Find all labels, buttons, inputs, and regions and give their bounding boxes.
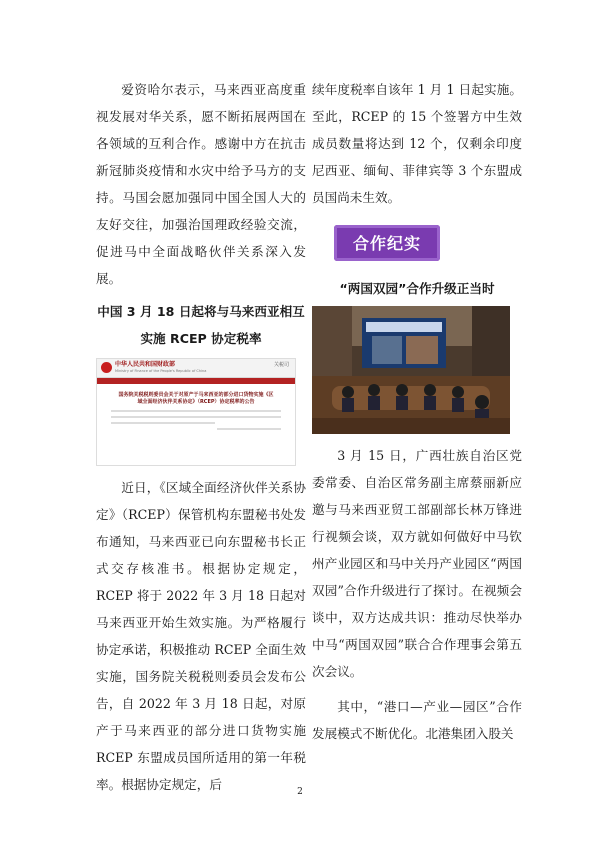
meeting-room-illustration bbox=[312, 306, 510, 434]
text-line bbox=[111, 416, 281, 418]
paragraph-port-industry: 其中，“港口—产业—园区”合作发展模式不断优化。北港集团入股关 bbox=[312, 699, 522, 741]
text-line bbox=[111, 422, 215, 424]
left-column bbox=[96, 76, 306, 798]
video-meeting-photo bbox=[312, 306, 510, 434]
national-emblem-icon bbox=[101, 362, 112, 373]
text-line bbox=[217, 428, 281, 430]
site-subtitle: Ministry of Finance of the People's Republic of China bbox=[115, 369, 207, 373]
announcement-title: 国务院关税税则委员会关于对原产于马来西亚的部分进口货物实施《区域全面经济伙伴关系协定》（RCEP）协定税率的公告 bbox=[118, 392, 274, 405]
section-badge: 合作纪实 bbox=[334, 225, 440, 261]
site-name: 中华人民共和国财政部 bbox=[115, 361, 176, 368]
mof-announcement-screenshot bbox=[96, 358, 296, 466]
department-tag: 关税司 bbox=[273, 362, 289, 368]
right-column bbox=[312, 76, 522, 747]
article-heading-rcep: 中国 3 月 18 日起将与马来西亚相互实施 RCEP 协定税率 bbox=[97, 304, 305, 346]
paragraph-rcep: 近日，《区域全面经济伙伴关系协定》（RCEP）保管机构东盟秘书处发布通知，马来西亚已向东盟秘书长正式交存核准书。根据协定规定，RCEP 将于 2022 年 3 月 18 日起对马来西亚开始生效实施。为严格履行协定承诺，积极推动 RCEP 全面生效实施，国务院关税税则委员会发布公告，自 2022 年 3 月 18 日起，对原产于马来西亚的部分进口货物实施 RCEP 东盟成员国所适用的第一年税率。根据协定规定，后 bbox=[96, 480, 306, 792]
nav-bar bbox=[97, 378, 295, 384]
paragraph-video-talks: 3 月 15 日，广西壮族自治区党委常委、自治区常务副主席蔡丽新应邀与马来西亚贸工部副部长林万锋进行视频会谈，双方就如何做好中马钦州产业园区和马中关丹产业园区“两国双园”合作升级进行了探讨。在视频会谈中，双方达成共识：推动尽快举办中马“两国双园”联合合作理事会第五次会议。 bbox=[312, 448, 522, 679]
paragraph-rcep-continued: 续年度税率自该年 1 月 1 日起实施。至此，RCEP 的 15 个签署方中生效成员数量将达到 12 个，仅剩余印度尼西亚、缅甸、菲律宾等 3 个东盟成员国尚未生效。 bbox=[312, 82, 522, 205]
paragraph-azhar: 爱资哈尔表示，马来西亚高度重视发展对华关系，愿不断拓展两国在各领域的互利合作。感谢中方在抗击新冠肺炎疫情和水灾中给予马方的支持。马国会愿加强同中国全国人大的友好交往，加强治国理政经验交流，促进马中全面战略伙伴关系深入发展。 bbox=[96, 82, 306, 286]
article-heading-two-countries: “两国双园”合作升级正当时 bbox=[339, 281, 495, 296]
page-number: 2 bbox=[297, 787, 303, 797]
text-line bbox=[111, 410, 281, 412]
